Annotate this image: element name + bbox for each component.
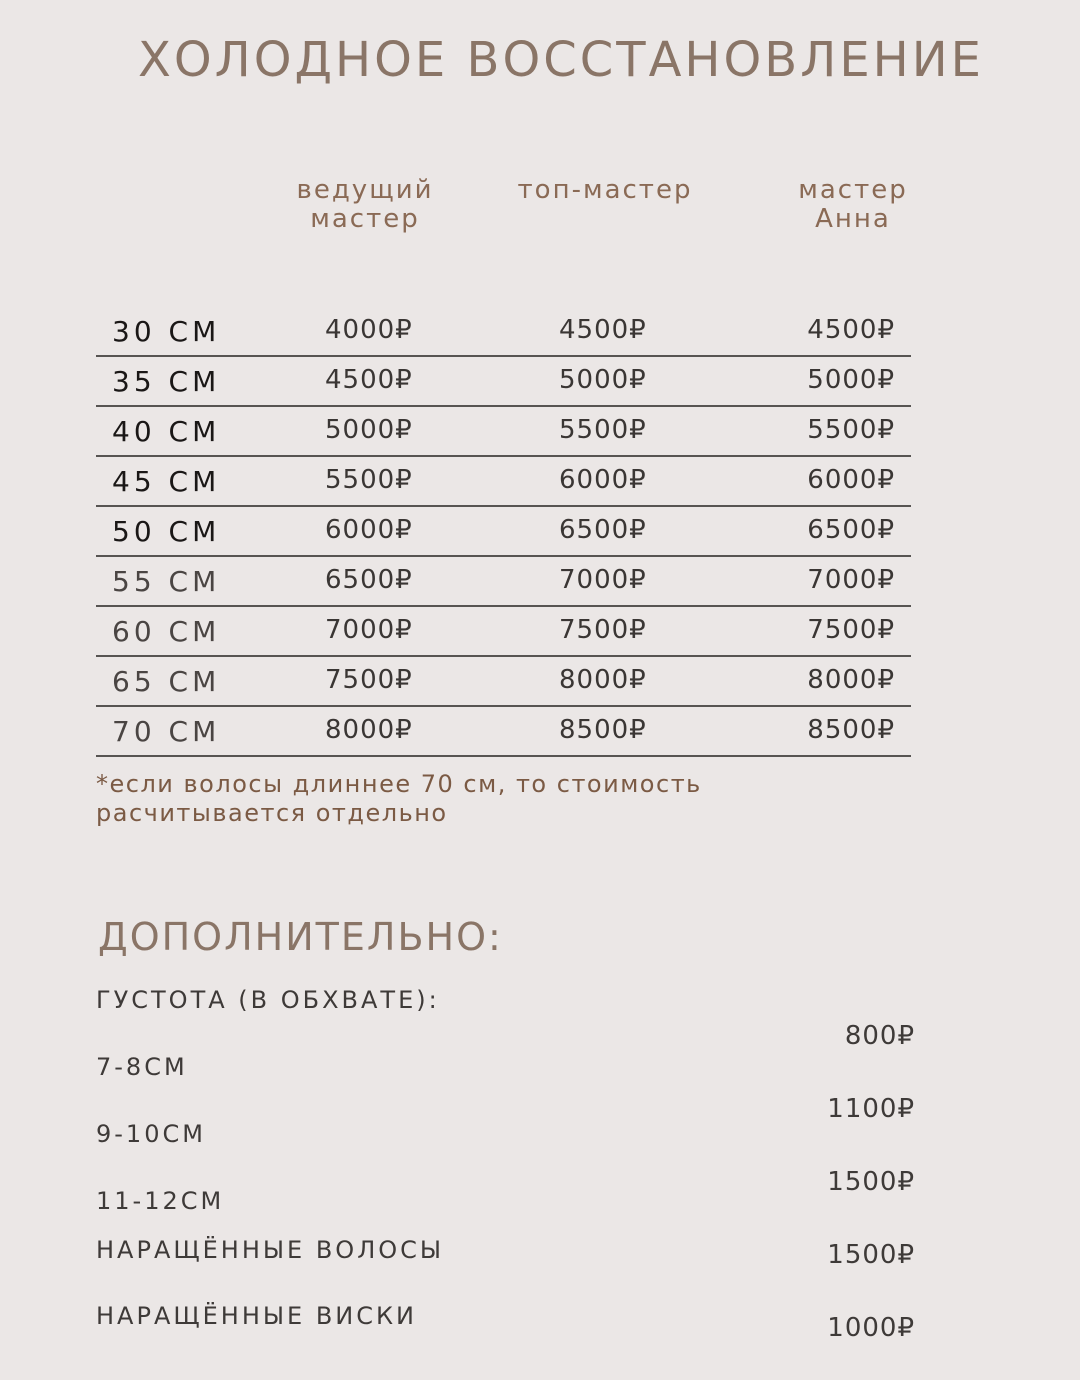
price-top-master: 5000₽ — [559, 365, 647, 395]
extra-item-label: НАРАЩЁННЫЕ ВОЛОСЫ — [96, 1236, 445, 1264]
column-header-master-anna — [758, 176, 948, 234]
column-header-line: мастер — [798, 175, 908, 205]
length-cell: 50 СМ — [112, 515, 221, 548]
length-cell: 30 СМ — [112, 315, 221, 348]
price-master-anna: 8000₽ — [807, 665, 895, 695]
extra-item-price: 1500₽ — [827, 1167, 915, 1197]
price-lead-master: 4500₽ — [325, 365, 413, 395]
price-master-anna: 6500₽ — [807, 515, 895, 545]
extra-section-title: ДОПОЛНИТЕЛЬНО: — [98, 915, 503, 959]
price-master-anna: 8500₽ — [807, 715, 895, 745]
extra-item-price: 1000₽ — [827, 1313, 915, 1343]
table-row — [96, 407, 911, 457]
length-cell: 65 СМ — [112, 665, 221, 698]
price-lead-master: 5500₽ — [325, 465, 413, 495]
price-master-anna: 4500₽ — [807, 315, 895, 345]
price-top-master: 7500₽ — [559, 615, 647, 645]
table-row — [96, 357, 911, 407]
price-top-master: 7000₽ — [559, 565, 647, 595]
table-row — [96, 557, 911, 607]
price-lead-master: 5000₽ — [325, 415, 413, 445]
length-cell: 55 СМ — [112, 565, 221, 598]
price-master-anna: 5000₽ — [807, 365, 895, 395]
column-header-line: топ-мастер — [517, 175, 693, 205]
length-cell: 35 СМ — [112, 365, 221, 398]
density-label: ГУСТОТА (В ОБХВАТЕ): — [96, 986, 440, 1014]
table-row — [96, 707, 911, 757]
price-lead-master: 4000₽ — [325, 315, 413, 345]
price-top-master: 5500₽ — [559, 415, 647, 445]
price-top-master: 4500₽ — [559, 315, 647, 345]
page-title: ХОЛОДНОЕ ВОССТАНОВЛЕНИЕ — [138, 32, 984, 88]
price-lead-master: 7000₽ — [325, 615, 413, 645]
price-table — [96, 307, 911, 757]
table-row — [96, 457, 911, 507]
price-top-master: 8500₽ — [559, 715, 647, 745]
price-master-anna: 5500₽ — [807, 415, 895, 445]
price-lead-master: 7500₽ — [325, 665, 413, 695]
column-header-line: Анна — [815, 204, 891, 234]
price-master-anna: 6000₽ — [807, 465, 895, 495]
length-cell: 70 СМ — [112, 715, 221, 748]
price-top-master: 8000₽ — [559, 665, 647, 695]
price-master-anna: 7500₽ — [807, 615, 895, 645]
table-row — [96, 307, 911, 357]
price-lead-master: 6000₽ — [325, 515, 413, 545]
price-master-anna: 7000₽ — [807, 565, 895, 595]
price-lead-master: 6500₽ — [325, 565, 413, 595]
length-cell: 45 СМ — [112, 465, 221, 498]
length-cell: 40 СМ — [112, 415, 221, 448]
column-header-lead-master — [270, 176, 460, 234]
table-row — [96, 607, 911, 657]
column-header-line: ведущий — [296, 175, 434, 205]
footnote-line: *если волосы длиннее 70 см, то стоимость — [96, 770, 702, 798]
length-cell: 60 СМ — [112, 615, 221, 648]
column-header-line: мастер — [310, 204, 420, 234]
extra-item-price: 1100₽ — [827, 1094, 915, 1124]
price-lead-master: 8000₽ — [325, 715, 413, 745]
extra-item-price: 800₽ — [844, 1021, 915, 1051]
extra-item-label: 7-8СМ — [96, 1053, 188, 1081]
table-row — [96, 507, 911, 557]
extra-item-price: 1500₽ — [827, 1240, 915, 1270]
extra-item-label: 11-12СМ — [96, 1187, 225, 1215]
footnote-line: расчитывается отдельно — [96, 799, 448, 827]
extra-item-label: НАРАЩЁННЫЕ ВИСКИ — [96, 1302, 417, 1330]
table-row — [96, 657, 911, 707]
price-top-master: 6500₽ — [559, 515, 647, 545]
footnote — [96, 770, 796, 828]
column-header-top-master — [500, 176, 710, 205]
extra-item-label: 9-10СМ — [96, 1120, 206, 1148]
price-top-master: 6000₽ — [559, 465, 647, 495]
